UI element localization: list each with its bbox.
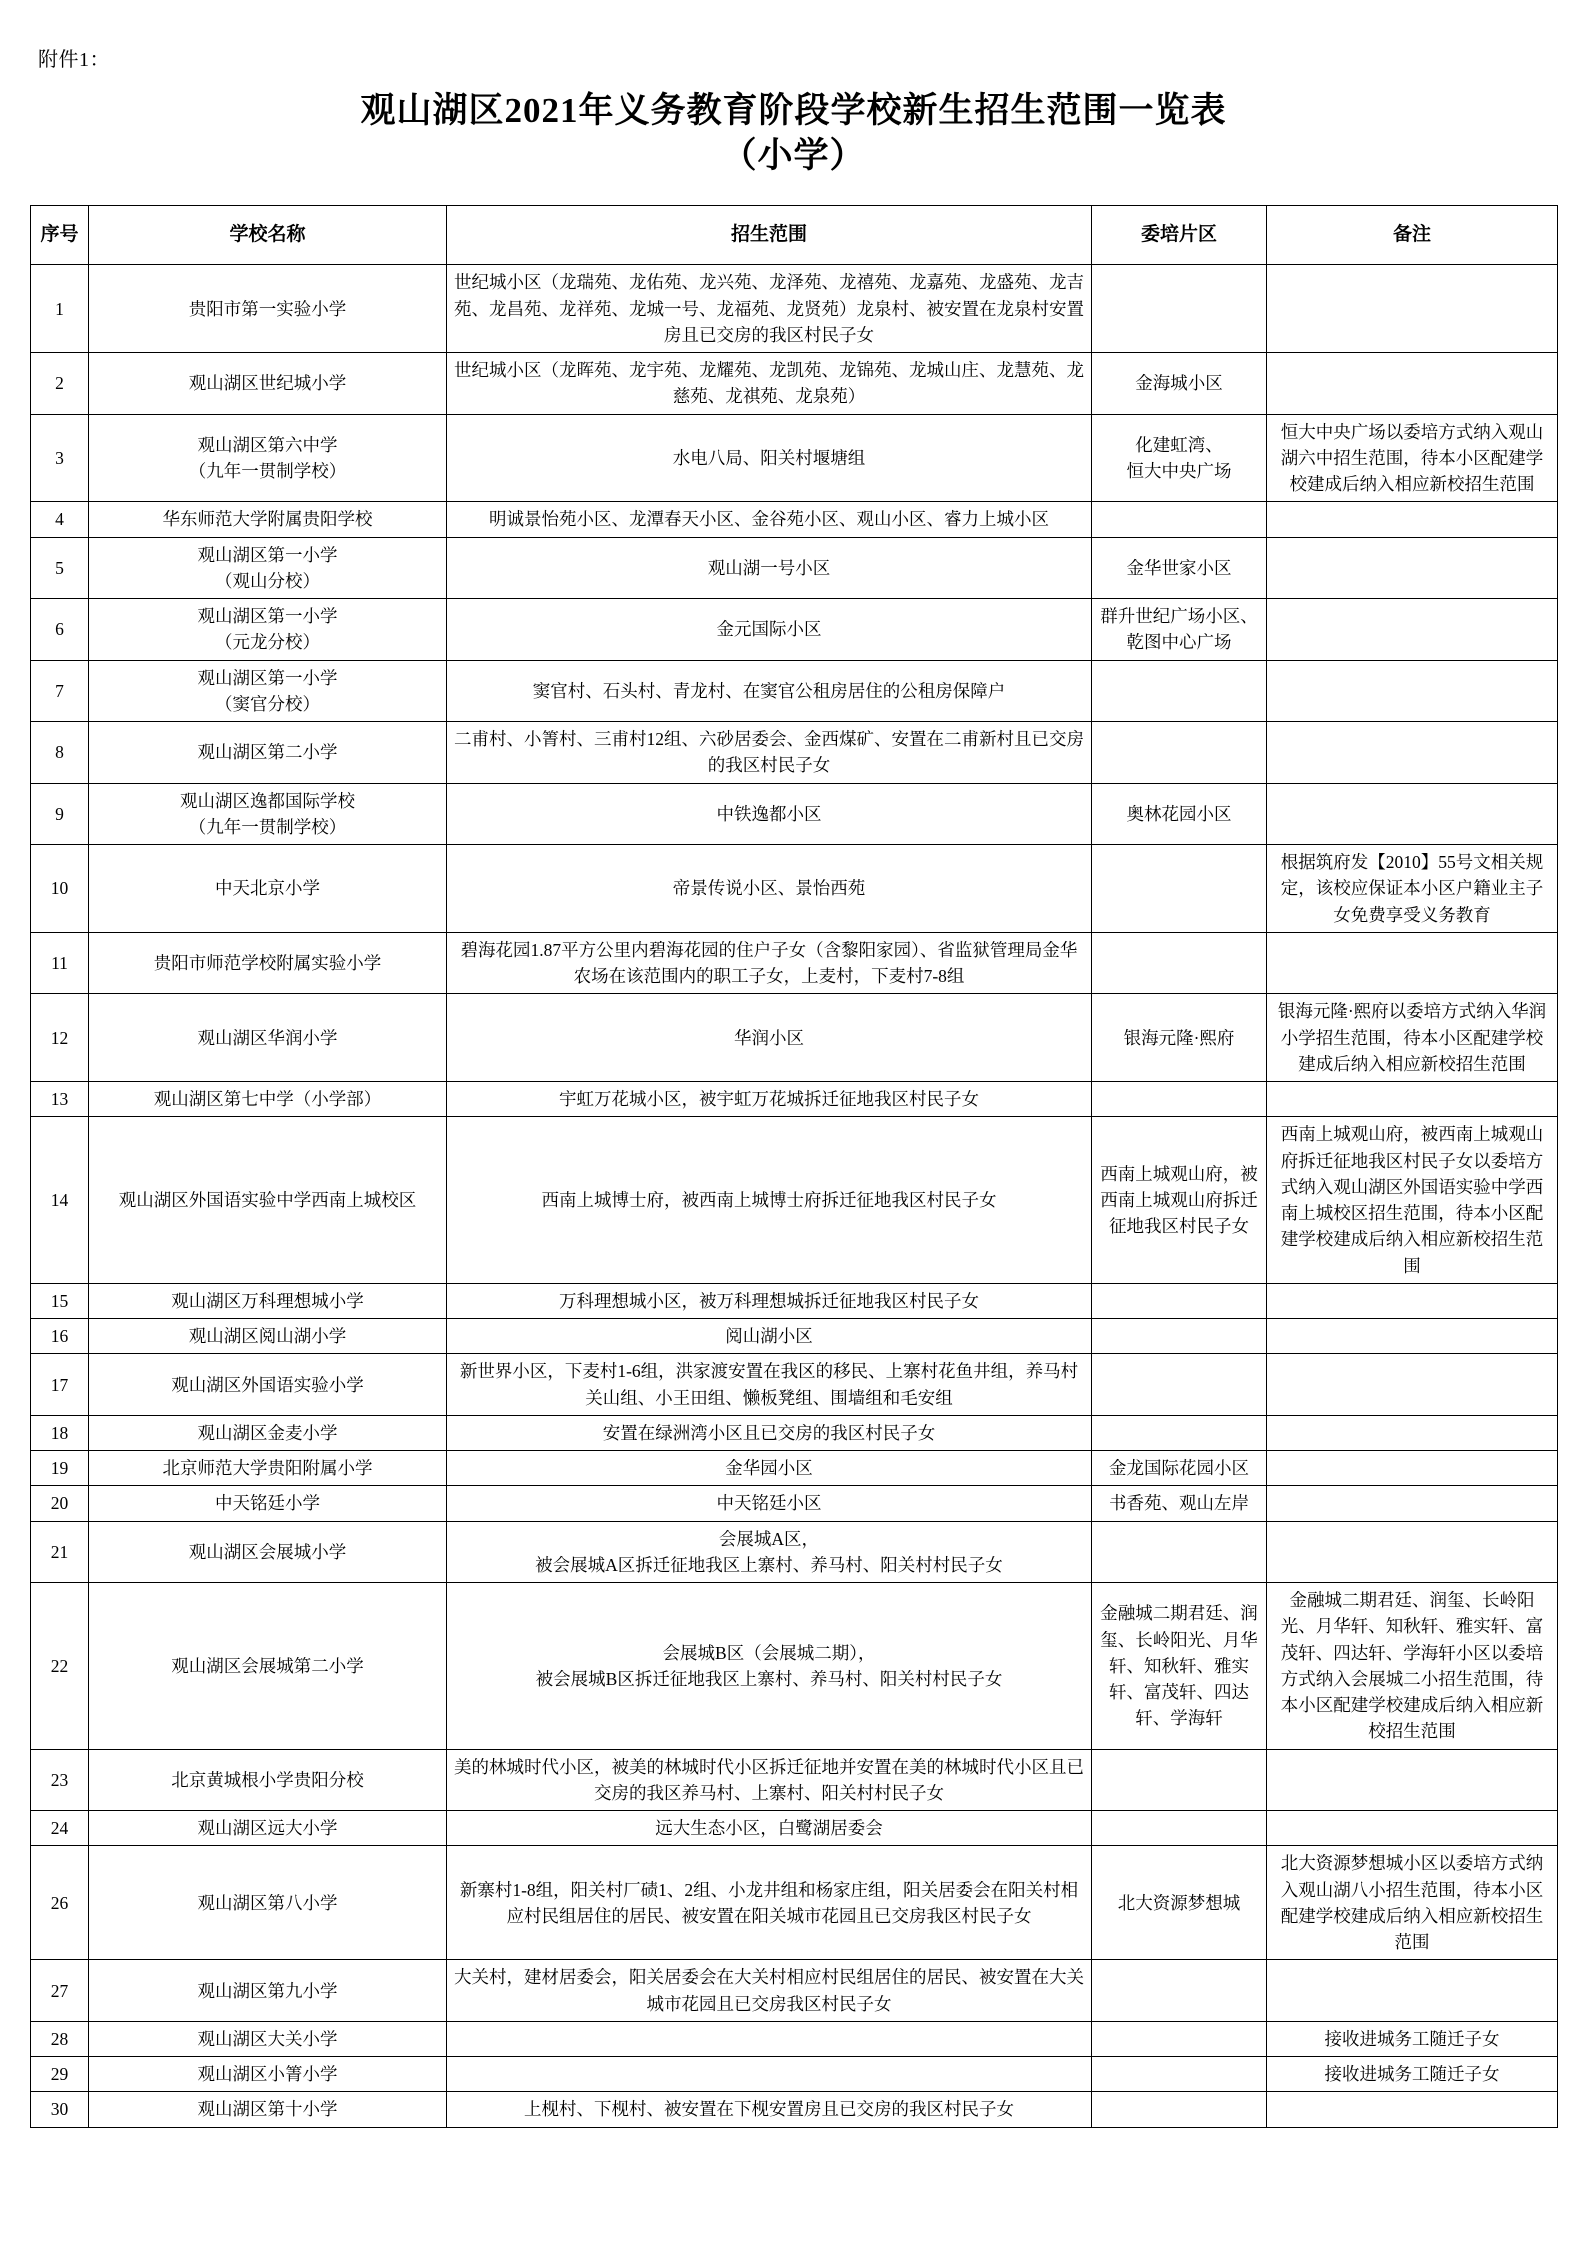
- cell-enrollment-scope: 新世界小区，下麦村1-6组，洪家渡安置在我区的移民、上寨村花鱼井组，养马村关山组、小王田组、懒板凳组、围墙组和毛安组: [447, 1354, 1092, 1416]
- cell-index: 12: [31, 994, 89, 1082]
- cell-index: 19: [31, 1451, 89, 1486]
- cell-entrusted-zone: [1092, 1415, 1267, 1450]
- table-row: [31, 1749, 1558, 1811]
- table-row: [31, 2092, 1558, 2127]
- cell-enrollment-scope: 大关村，建材居委会，阳关居委会在大关村相应村民组居住的居民、被安置在大关城市花园且已交房我区村民子女: [447, 1960, 1092, 2022]
- cell-school-name: 北京黄城根小学贵阳分校: [89, 1749, 447, 1811]
- cell-enrollment-scope: 观山湖一号小区: [447, 537, 1092, 599]
- cell-index: 26: [31, 1846, 89, 1960]
- cell-enrollment-scope: 美的林城时代小区，被美的林城时代小区拆迁征地并安置在美的林城时代小区且已交房的我区养马村、上寨村、阳关村村民子女: [447, 1749, 1092, 1811]
- cell-index: 7: [31, 660, 89, 722]
- cell-index: 21: [31, 1521, 89, 1583]
- cell-enrollment-scope: 世纪城小区（龙晖苑、龙宇苑、龙耀苑、龙凯苑、龙锦苑、龙城山庄、龙慧苑、龙慈苑、龙祺苑、龙泉苑）: [447, 353, 1092, 415]
- column-header-scope: 招生范围: [447, 206, 1092, 265]
- cell-enrollment-scope: 金华园小区: [447, 1451, 1092, 1486]
- cell-remarks: [1267, 1082, 1558, 1117]
- cell-enrollment-scope: 阅山湖小区: [447, 1319, 1092, 1354]
- cell-entrusted-zone: [1092, 1960, 1267, 2022]
- cell-entrusted-zone: [1092, 660, 1267, 722]
- cell-remarks: [1267, 1521, 1558, 1583]
- table-row: [31, 1283, 1558, 1318]
- enrollment-range-table: [30, 205, 1558, 2127]
- cell-entrusted-zone: [1092, 1521, 1267, 1583]
- cell-remarks: [1267, 660, 1558, 722]
- cell-enrollment-scope: 安置在绿洲湾小区且已交房的我区村民子女: [447, 1415, 1092, 1450]
- cell-school-name: 观山湖区第十小学: [89, 2092, 447, 2127]
- cell-entrusted-zone: [1092, 265, 1267, 353]
- cell-school-name: 观山湖区第七中学（小学部）: [89, 1082, 447, 1117]
- table-row: [31, 1082, 1558, 1117]
- cell-school-name: 观山湖区小箐小学: [89, 2057, 447, 2092]
- cell-school-name: 观山湖区第一小学 （观山分校）: [89, 537, 447, 599]
- cell-index: 18: [31, 1415, 89, 1450]
- cell-remarks: 银海元隆·熙府以委培方式纳入华润小学招生范围，待本小区配建学校建成后纳入相应新校招生范围: [1267, 994, 1558, 1082]
- table-row: [31, 599, 1558, 661]
- cell-index: 16: [31, 1319, 89, 1354]
- cell-school-name: 观山湖区第二小学: [89, 722, 447, 784]
- cell-index: 20: [31, 1486, 89, 1521]
- cell-entrusted-zone: 群升世纪广场小区、 乾图中心广场: [1092, 599, 1267, 661]
- table-row: [31, 2057, 1558, 2092]
- cell-enrollment-scope: 会展城A区， 被会展城A区拆迁征地我区上寨村、养马村、阳关村村民子女: [447, 1521, 1092, 1583]
- cell-index: 4: [31, 502, 89, 537]
- cell-school-name: 观山湖区会展城小学: [89, 1521, 447, 1583]
- cell-remarks: 恒大中央广场以委培方式纳入观山湖六中招生范围，待本小区配建学校建成后纳入相应新校招生范围: [1267, 414, 1558, 502]
- cell-index: 13: [31, 1082, 89, 1117]
- cell-enrollment-scope: 窦官村、石头村、青龙村、在窦官公租房居住的公租房保障户: [447, 660, 1092, 722]
- cell-remarks: [1267, 932, 1558, 994]
- column-header-school: 学校名称: [89, 206, 447, 265]
- cell-remarks: 接收进城务工随迁子女: [1267, 2021, 1558, 2056]
- cell-enrollment-scope: 水电八局、阳关村堰塘组: [447, 414, 1092, 502]
- cell-enrollment-scope: 中天铭廷小区: [447, 1486, 1092, 1521]
- cell-enrollment-scope: 远大生态小区，白鹭湖居委会: [447, 1811, 1092, 1846]
- cell-index: 1: [31, 265, 89, 353]
- cell-school-name: 观山湖区金麦小学: [89, 1415, 447, 1450]
- page-subtitle: （小学）: [721, 135, 866, 175]
- cell-index: 23: [31, 1749, 89, 1811]
- cell-index: 5: [31, 537, 89, 599]
- table-row: [31, 353, 1558, 415]
- cell-index: 24: [31, 1811, 89, 1846]
- cell-entrusted-zone: [1092, 722, 1267, 784]
- cell-entrusted-zone: [1092, 1354, 1267, 1416]
- table-body: [31, 265, 1558, 2127]
- cell-enrollment-scope: 中铁逸都小区: [447, 783, 1092, 845]
- cell-remarks: [1267, 502, 1558, 537]
- cell-entrusted-zone: 书香苑、观山左岸: [1092, 1486, 1267, 1521]
- cell-entrusted-zone: [1092, 2057, 1267, 2092]
- cell-school-name: 观山湖区第九小学: [89, 1960, 447, 2022]
- cell-school-name: 观山湖区外国语实验小学: [89, 1354, 447, 1416]
- cell-enrollment-scope: 二甫村、小箐村、三甫村12组、六砂居委会、金西煤矿、安置在二甫新村且已交房的我区村民子女: [447, 722, 1092, 784]
- table-row: [31, 1521, 1558, 1583]
- cell-index: 3: [31, 414, 89, 502]
- cell-entrusted-zone: [1092, 1283, 1267, 1318]
- table-row: [31, 1415, 1558, 1450]
- cell-school-name: 中天铭廷小学: [89, 1486, 447, 1521]
- cell-entrusted-zone: 化建虹湾、 恒大中央广场: [1092, 414, 1267, 502]
- cell-entrusted-zone: [1092, 845, 1267, 933]
- cell-school-name: 观山湖区阅山湖小学: [89, 1319, 447, 1354]
- cell-remarks: [1267, 1415, 1558, 1450]
- cell-school-name: 观山湖区华润小学: [89, 994, 447, 1082]
- cell-school-name: 北京师范大学贵阳附属小学: [89, 1451, 447, 1486]
- cell-entrusted-zone: [1092, 2021, 1267, 2056]
- cell-remarks: [1267, 1749, 1558, 1811]
- cell-index: 29: [31, 2057, 89, 2092]
- table-row: [31, 1846, 1558, 1960]
- cell-enrollment-scope: [447, 2021, 1092, 2056]
- table-row: [31, 414, 1558, 502]
- cell-school-name: 观山湖区远大小学: [89, 1811, 447, 1846]
- table-row: [31, 660, 1558, 722]
- cell-index: 15: [31, 1283, 89, 1318]
- cell-enrollment-scope: 上枧村、下枧村、被安置在下枧安置房且已交房的我区村民子女: [447, 2092, 1092, 2127]
- cell-entrusted-zone: 金海城小区: [1092, 353, 1267, 415]
- table-header-row: [31, 206, 1558, 265]
- table-row: [31, 1583, 1558, 1750]
- cell-school-name: 观山湖区第六中学 （九年一贯制学校）: [89, 414, 447, 502]
- cell-enrollment-scope: 西南上城博士府，被西南上城博士府拆迁征地我区村民子女: [447, 1117, 1092, 1284]
- cell-remarks: 北大资源梦想城小区以委培方式纳入观山湖八小招生范围，待本小区配建学校建成后纳入相应新校招生范围: [1267, 1846, 1558, 1960]
- table-row: [31, 932, 1558, 994]
- cell-remarks: 金融城二期君廷、润玺、长岭阳光、月华轩、知秋轩、雅实轩、富茂轩、四达轩、学海轩小区以委培方式纳入会展城二小招生范围，待本小区配建学校建成后纳入相应新校招生范围: [1267, 1583, 1558, 1750]
- cell-school-name: 贵阳市第一实验小学: [89, 265, 447, 353]
- cell-remarks: [1267, 353, 1558, 415]
- cell-remarks: 西南上城观山府，被西南上城观山府拆迁征地我区村民子女以委培方式纳入观山湖区外国语实验中学西南上城校区招生范围，待本小区配建学校建成后纳入相应新校招生范围: [1267, 1117, 1558, 1284]
- cell-school-name: 观山湖区会展城第二小学: [89, 1583, 447, 1750]
- cell-index: 10: [31, 845, 89, 933]
- cell-enrollment-scope: 明诚景怡苑小区、龙潭春天小区、金谷苑小区、观山小区、睿力上城小区: [447, 502, 1092, 537]
- cell-entrusted-zone: 奥林花园小区: [1092, 783, 1267, 845]
- cell-entrusted-zone: [1092, 2092, 1267, 2127]
- cell-index: 11: [31, 932, 89, 994]
- cell-enrollment-scope: 世纪城小区（龙瑞苑、龙佑苑、龙兴苑、龙泽苑、龙禧苑、龙嘉苑、龙盛苑、龙吉苑、龙昌苑、龙祥苑、龙城一号、龙福苑、龙贤苑）龙泉村、被安置在龙泉村安置房且已交房的我区村民子女: [447, 265, 1092, 353]
- cell-index: 28: [31, 2021, 89, 2056]
- cell-entrusted-zone: 西南上城观山府，被西南上城观山府拆迁征地我区村民子女: [1092, 1117, 1267, 1284]
- cell-index: 14: [31, 1117, 89, 1284]
- table-row: [31, 1486, 1558, 1521]
- column-header-zone: 委培片区: [1092, 206, 1267, 265]
- cell-index: 9: [31, 783, 89, 845]
- cell-enrollment-scope: 会展城B区（会展城二期）， 被会展城B区拆迁征地我区上寨村、养马村、阳关村村民子女: [447, 1583, 1092, 1750]
- cell-entrusted-zone: 金龙国际花园小区: [1092, 1451, 1267, 1486]
- cell-enrollment-scope: [447, 2057, 1092, 2092]
- cell-school-name: 贵阳市师范学校附属实验小学: [89, 932, 447, 994]
- cell-enrollment-scope: 华润小区: [447, 994, 1092, 1082]
- table-row: [31, 1811, 1558, 1846]
- cell-index: 27: [31, 1960, 89, 2022]
- table-row: [31, 265, 1558, 353]
- cell-entrusted-zone: 北大资源梦想城: [1092, 1846, 1267, 1960]
- table-row: [31, 1451, 1558, 1486]
- cell-remarks: [1267, 1960, 1558, 2022]
- cell-entrusted-zone: 银海元隆·熙府: [1092, 994, 1267, 1082]
- cell-remarks: [1267, 1451, 1558, 1486]
- cell-school-name: 观山湖区外国语实验中学西南上城校区: [89, 1117, 447, 1284]
- cell-entrusted-zone: [1092, 932, 1267, 994]
- cell-remarks: [1267, 1283, 1558, 1318]
- cell-entrusted-zone: [1092, 1811, 1267, 1846]
- cell-remarks: [1267, 599, 1558, 661]
- table-row: [31, 537, 1558, 599]
- cell-remarks: [1267, 1811, 1558, 1846]
- cell-school-name: 观山湖区万科理想城小学: [89, 1283, 447, 1318]
- cell-entrusted-zone: [1092, 1319, 1267, 1354]
- table-row: [31, 1319, 1558, 1354]
- cell-school-name: 观山湖区逸都国际学校 （九年一贯制学校）: [89, 783, 447, 845]
- cell-remarks: 根据筑府发【2010】55号文相关规定，该校应保证本小区户籍业主子女免费享受义务教育: [1267, 845, 1558, 933]
- table-row: [31, 1960, 1558, 2022]
- cell-index: 17: [31, 1354, 89, 1416]
- cell-enrollment-scope: 金元国际小区: [447, 599, 1092, 661]
- cell-entrusted-zone: 金华世家小区: [1092, 537, 1267, 599]
- cell-remarks: [1267, 1486, 1558, 1521]
- table-row: [31, 722, 1558, 784]
- cell-remarks: [1267, 1319, 1558, 1354]
- table-row: [31, 994, 1558, 1082]
- cell-remarks: [1267, 265, 1558, 353]
- table-row: [31, 783, 1558, 845]
- cell-entrusted-zone: [1092, 1082, 1267, 1117]
- column-header-note: 备注: [1267, 206, 1558, 265]
- cell-remarks: [1267, 2092, 1558, 2127]
- cell-enrollment-scope: 帝景传说小区、景怡西苑: [447, 845, 1092, 933]
- table-row: [31, 502, 1558, 537]
- cell-remarks: [1267, 1354, 1558, 1416]
- cell-school-name: 观山湖区大关小学: [89, 2021, 447, 2056]
- page-title: 观山湖区2021年义务教育阶段学校新生招生范围一览表: [360, 91, 1227, 130]
- table-header: [31, 206, 1558, 265]
- table-row: [31, 1354, 1558, 1416]
- cell-entrusted-zone: [1092, 1749, 1267, 1811]
- table-row: [31, 845, 1558, 933]
- cell-index: 22: [31, 1583, 89, 1750]
- cell-enrollment-scope: 万科理想城小区，被万科理想城拆迁征地我区村民子女: [447, 1283, 1092, 1318]
- attachment-label: 附件1：: [38, 49, 110, 71]
- cell-enrollment-scope: 碧海花园1.87平方公里内碧海花园的住户子女（含黎阳家园）、省监狱管理局金华农场在该范围内的职工子女，上麦村，下麦村7-8组: [447, 932, 1092, 994]
- cell-remarks: [1267, 537, 1558, 599]
- cell-remarks: 接收进城务工随迁子女: [1267, 2057, 1558, 2092]
- cell-entrusted-zone: 金融城二期君廷、润玺、长岭阳光、月华轩、知秋轩、雅实轩、富茂轩、四达轩、学海轩: [1092, 1583, 1267, 1750]
- cell-enrollment-scope: 宇虹万花城小区，被宇虹万花城拆迁征地我区村民子女: [447, 1082, 1092, 1117]
- cell-school-name: 中天北京小学: [89, 845, 447, 933]
- cell-school-name: 观山湖区第一小学 （窦官分校）: [89, 660, 447, 722]
- cell-school-name: 华东师范大学附属贵阳学校: [89, 502, 447, 537]
- cell-school-name: 观山湖区世纪城小学: [89, 353, 447, 415]
- cell-index: 30: [31, 2092, 89, 2127]
- cell-remarks: [1267, 722, 1558, 784]
- cell-remarks: [1267, 783, 1558, 845]
- cell-entrusted-zone: [1092, 502, 1267, 537]
- table-row: [31, 1117, 1558, 1284]
- cell-index: 2: [31, 353, 89, 415]
- cell-school-name: 观山湖区第一小学 （元龙分校）: [89, 599, 447, 661]
- column-header-index: 序号: [31, 206, 89, 265]
- cell-school-name: 观山湖区第八小学: [89, 1846, 447, 1960]
- cell-index: 6: [31, 599, 89, 661]
- cell-index: 8: [31, 722, 89, 784]
- cell-enrollment-scope: 新寨村1-8组，阳关村厂碛1、2组、小龙井组和杨家庄组，阳关居委会在阳关村相应村民组居住的居民、被安置在阳关城市花园且已交房我区村民子女: [447, 1846, 1092, 1960]
- table-row: [31, 2021, 1558, 2056]
